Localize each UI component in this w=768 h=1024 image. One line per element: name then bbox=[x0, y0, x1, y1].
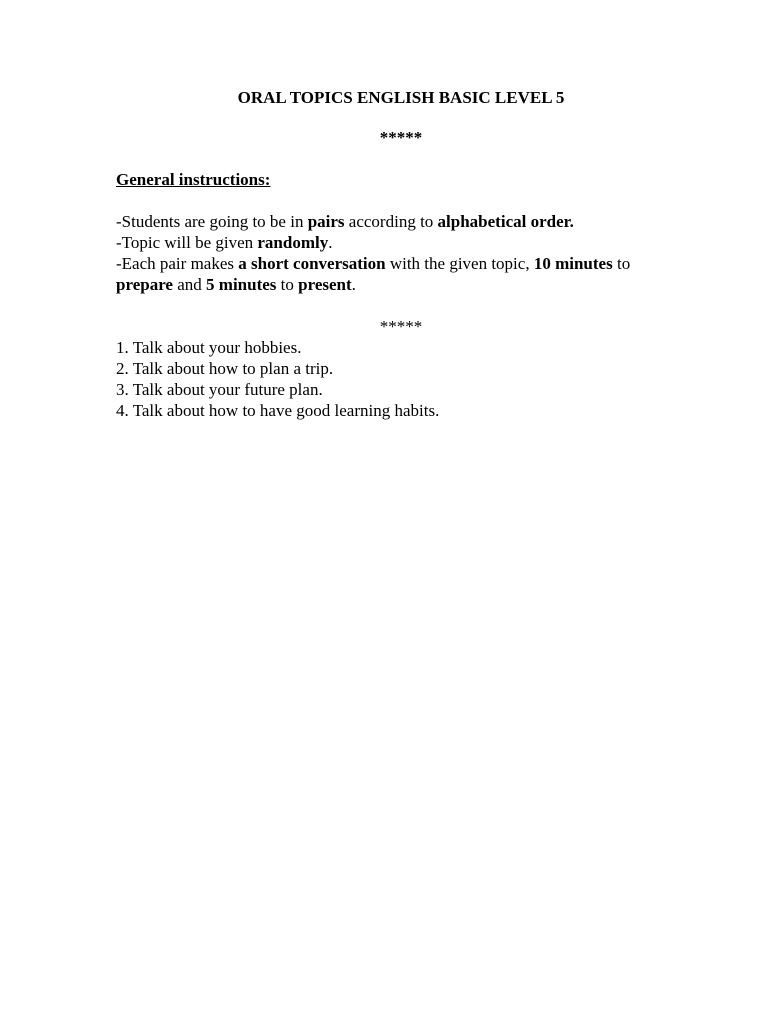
emphasis-alphabetical-order: alphabetical order. bbox=[437, 212, 574, 231]
emphasis-randomly: randomly bbox=[257, 233, 329, 252]
emphasis-present-time: 5 minutes bbox=[206, 275, 277, 294]
emphasis-present: present bbox=[298, 275, 352, 294]
list-item: 3. Talk about your future plan. bbox=[116, 380, 323, 399]
list-item: 2. Talk about how to plan a trip. bbox=[116, 359, 334, 378]
instructions-block bbox=[116, 211, 686, 295]
instructions-heading: General instructions: bbox=[116, 170, 271, 189]
list-item: 1. Talk about your hobbies. bbox=[116, 338, 302, 357]
list-item: 4. Talk about how to have good learning habits. bbox=[116, 401, 440, 420]
document-title: ORAL TOPICS ENGLISH BASIC LEVEL 5 bbox=[237, 88, 565, 107]
emphasis-short-conversation: a short conversation bbox=[238, 254, 386, 273]
emphasis-prepare-time: 10 minutes bbox=[533, 254, 613, 273]
document-content bbox=[116, 86, 686, 421]
separator-top: ***** bbox=[379, 128, 423, 147]
instruction-conversation: -Each pair makes a short conversation with the given topic, 10 minutes to prepare and 5 minutes to present. bbox=[116, 254, 631, 294]
separator-bottom: ***** bbox=[379, 317, 423, 336]
topic-list bbox=[116, 337, 686, 421]
instruction-topic: -Topic will be given randomly. bbox=[116, 233, 333, 252]
emphasis-pairs: pairs bbox=[307, 212, 345, 231]
instruction-pairs: -Students are going to be in pairs according to alphabetical order. bbox=[116, 212, 574, 231]
emphasis-prepare: prepare bbox=[116, 275, 173, 294]
